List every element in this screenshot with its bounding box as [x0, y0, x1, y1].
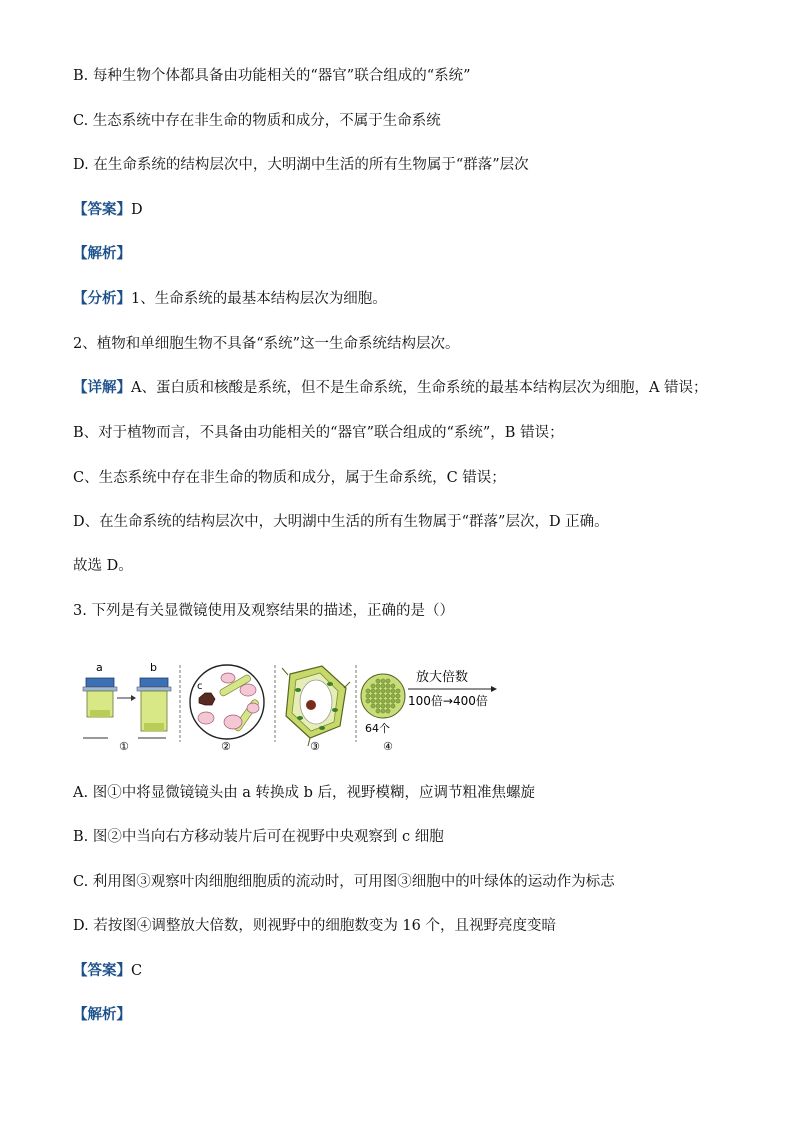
cell-dot	[366, 699, 370, 703]
cell-dot	[376, 694, 380, 698]
label-a: a	[96, 661, 103, 674]
question-3: 3. 下列是有关显微镜使用及观察结果的描述，正确的是（）	[73, 603, 454, 619]
cell-dot	[381, 694, 385, 698]
nucleus-icon	[306, 700, 316, 710]
xiangjie-a-text: A、蛋白质和核酸是系统，但不是生命系统，生命系统的最基本结构层次为细胞，A 错误；	[131, 380, 708, 396]
cell-dot	[381, 709, 385, 713]
cell-dot	[376, 699, 380, 703]
analysis-1	[73, 244, 131, 264]
cell-dot	[371, 689, 375, 693]
cell-dot	[381, 679, 385, 683]
cell-dot	[386, 694, 390, 698]
cell-dot	[366, 689, 370, 693]
analysis-2	[73, 1005, 131, 1025]
cell-dot	[386, 689, 390, 693]
cell-dot	[396, 689, 400, 693]
fenxi-2: 2、植物和单细胞生物不具备“系统”这一生命系统结构层次。	[73, 336, 460, 352]
answer-1	[73, 200, 143, 220]
cell-dot	[396, 694, 400, 698]
cell-dot	[386, 679, 390, 683]
count-64: 64个	[365, 722, 390, 735]
cell-dot	[381, 684, 385, 688]
caption-2: ②	[221, 740, 231, 753]
xiangjie-d: D、在生命系统的结构层次中，大明湖中生活的所有生物属于“群落”层次，D 正确。	[73, 514, 609, 530]
cell-dot	[386, 699, 390, 703]
cell-dot	[376, 689, 380, 693]
xiangjie-c: C、生态系统中存在非生命的物质和成分，属于生命系统，C 错误；	[73, 470, 506, 486]
panel-3-leaf-cell	[282, 666, 350, 753]
xiangjie-tag: 【详解】	[73, 379, 131, 396]
panel-1-objectives	[83, 661, 171, 753]
option-b-previous: B. 每种生物个体都具备由功能相关的“器官”联合组成的“系统”	[73, 68, 471, 84]
label-c: c	[197, 681, 203, 692]
cell-dot	[371, 699, 375, 703]
caption-3: ③	[310, 740, 320, 753]
q3-option-d: D. 若按图④调整放大倍数，则视野中的细胞数变为 16 个，且视野亮度变暗	[73, 918, 556, 934]
cell-dot	[371, 694, 375, 698]
cell-dot	[376, 704, 380, 708]
fenxi-text: 1、生命系统的最基本结构层次为细胞。	[131, 291, 387, 307]
objective-b	[137, 678, 171, 731]
cell-dot	[376, 709, 380, 713]
cell-dot	[381, 699, 385, 703]
cell-dot	[396, 699, 400, 703]
cell-dot	[371, 704, 375, 708]
objective-a	[83, 678, 117, 717]
microscope-figure	[78, 660, 508, 755]
mag-title: 放大倍数	[416, 670, 469, 685]
q3-option-b: B. 图②中当向右方移动装片后可在视野中央观察到 c 细胞	[73, 829, 444, 845]
xiangjie-b: B、对于植物而言，不具备由功能相关的“器官”联合组成的“系统”，B 错误；	[73, 425, 564, 441]
cell-dot	[391, 684, 395, 688]
cell-dot	[376, 684, 380, 688]
panel-2-cells	[190, 665, 264, 753]
cell-dot	[381, 689, 385, 693]
cell-dot	[391, 704, 395, 708]
cell-dot	[386, 709, 390, 713]
option-d-previous: D. 在生命系统的结构层次中，大明湖中生活的所有生物属于“群落”层次	[73, 157, 529, 173]
q3-option-c: C. 利用图③观察叶肉细胞细胞质的流动时，可用图③细胞中的叶绿体的运动作为标志	[73, 874, 615, 890]
cell-dot	[391, 699, 395, 703]
option-c-previous: C. 生态系统中存在非生命的物质和成分，不属于生命系统	[73, 113, 441, 129]
label-b: b	[150, 661, 157, 674]
fenxi-tag: 【分析】	[73, 290, 131, 307]
caption-4: ④	[383, 740, 393, 753]
cell-dot	[391, 689, 395, 693]
cell-dot	[381, 704, 385, 708]
cell-dot	[386, 704, 390, 708]
xiangjie-a	[73, 378, 708, 398]
answer-value-2: C	[131, 963, 143, 979]
answer-tag: 【答案】	[73, 201, 131, 218]
mag-change: 100倍→400倍	[408, 694, 488, 708]
cell-dot	[371, 684, 375, 688]
panel-4-magnification	[361, 669, 497, 753]
choose-d: 故选 D。	[73, 558, 133, 574]
analysis-tag: 【解析】	[73, 245, 131, 262]
answer-2	[73, 961, 142, 981]
cell-dot	[376, 679, 380, 683]
cell-dot	[366, 694, 370, 698]
q3-option-a: A. 图①中将显微镜镜头由 a 转换成 b 后，视野模糊，应调节粗准焦螺旋	[73, 785, 536, 801]
analysis-tag-2: 【解析】	[73, 1006, 131, 1023]
caption-1: ①	[119, 740, 129, 753]
cell-dot	[386, 684, 390, 688]
answer-value: D	[131, 202, 143, 218]
fenxi-1	[73, 289, 387, 309]
cell-dot	[391, 694, 395, 698]
answer-tag-2: 【答案】	[73, 962, 131, 979]
